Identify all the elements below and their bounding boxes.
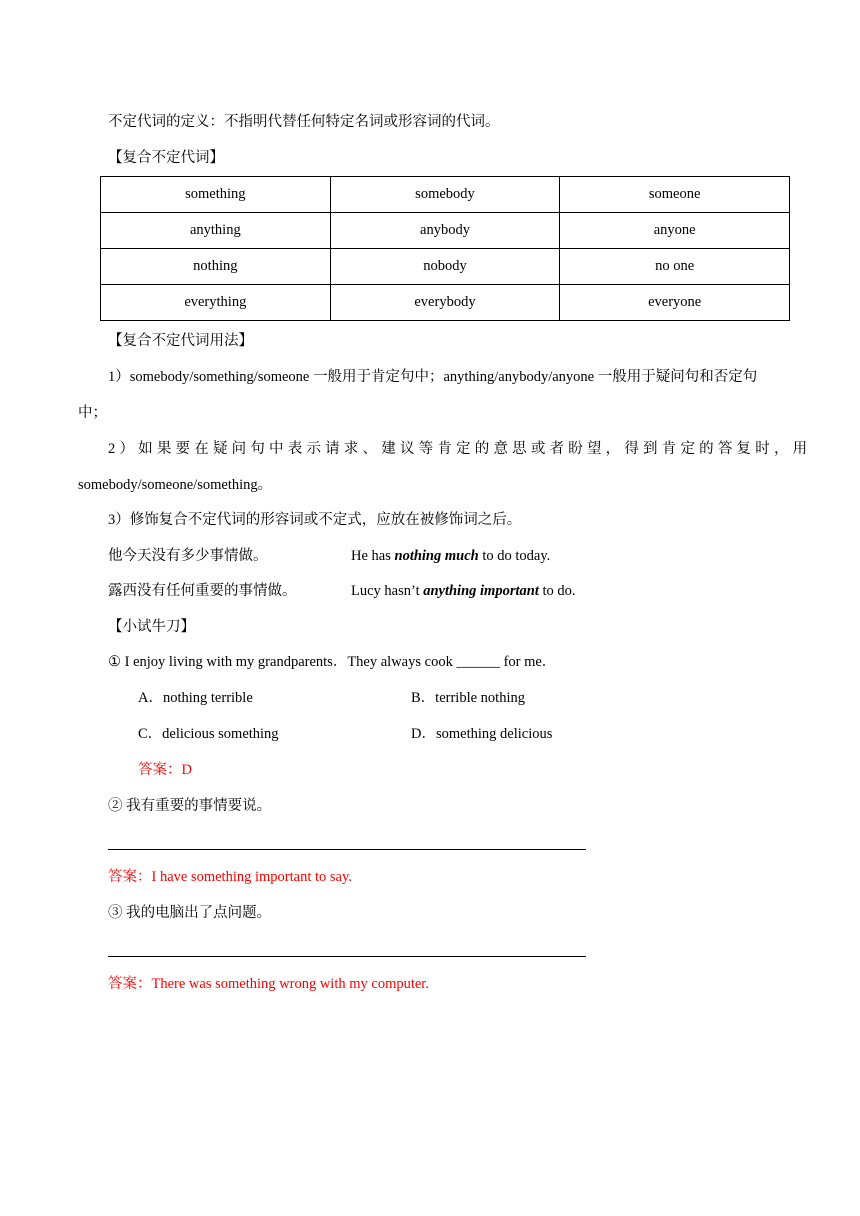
example-1-zh: 他今天没有多少事情做。 xyxy=(108,548,268,564)
usage-rule-1-line-1: 1）somebody/something/someone 一般用于肯定句中；anything/anybody/anyone 一般用于疑问句和否定句 xyxy=(108,369,758,385)
table-cell: everybody xyxy=(330,285,560,321)
usage-rule-2-line-1: 2）如果要在疑问句中表示请求、建议等肯定的意思或者盼望，得到肯定的答复时，用 xyxy=(108,441,812,457)
compound-pronoun-table xyxy=(100,176,790,321)
table-cell: everything xyxy=(101,285,331,321)
table-cell: someone xyxy=(560,177,790,213)
example-2-en-emphasis: anything important xyxy=(423,583,539,599)
question-2-answer: 答案：I have something important to say. xyxy=(108,869,352,885)
table-row xyxy=(101,213,790,249)
usage-rule-2 xyxy=(78,439,812,495)
example-2-en-pre: Lucy hasn’t xyxy=(351,583,424,599)
question-1-stem: ① I enjoy living with my grandparents．They always cook ______ for me． xyxy=(108,654,557,670)
question-1-option-b: B．terrible nothing xyxy=(411,690,525,706)
table-row xyxy=(101,285,790,321)
table-cell: something xyxy=(101,177,331,213)
table-cell: anyone xyxy=(560,213,790,249)
usage-rule-1-line-2: 中； xyxy=(78,405,107,421)
question-1-option-c: C．delicious something xyxy=(138,726,279,742)
table-cell: anybody xyxy=(330,213,560,249)
definition-text: 不定代词的定义：不指明代替任何特定名词或形容词的代词。 xyxy=(108,114,500,130)
example-2-en-post: to do. xyxy=(538,583,576,599)
section-heading-practice: 【小试牛刀】 xyxy=(108,619,195,635)
question-1-option-d: D．something delicious xyxy=(411,726,553,742)
table-cell: somebody xyxy=(330,177,560,213)
example-1-en-pre: He has xyxy=(351,548,395,564)
question-1-option-a: A．nothing terrible xyxy=(138,690,253,706)
section-heading-compound: 【复合不定代词】 xyxy=(108,150,224,166)
question-3-stem: ③ 我的电脑出了点问题。 xyxy=(108,905,272,921)
question-3-answer: 答案：There was something wrong with my computer. xyxy=(108,976,429,992)
example-1-en-post: to do today. xyxy=(478,548,551,564)
example-2-en xyxy=(351,581,576,601)
table-cell: nobody xyxy=(330,249,560,285)
example-2-zh: 露西没有任何重要的事情做。 xyxy=(108,583,297,599)
section-heading-usage: 【复合不定代词用法】 xyxy=(108,333,253,349)
table-cell: everyone xyxy=(560,285,790,321)
usage-rule-3: 3）修饰复合不定代词的形容词或不定式，应放在被修饰词之后。 xyxy=(108,512,522,528)
usage-rule-2-line-2: somebody/someone/something。 xyxy=(78,477,273,493)
question-2-stem: ② 我有重要的事情要说。 xyxy=(108,798,272,814)
question-3-answer-blank xyxy=(108,956,586,957)
table-cell: nothing xyxy=(101,249,331,285)
table-cell: no one xyxy=(560,249,790,285)
example-1-en xyxy=(351,546,550,566)
question-2-answer-blank xyxy=(108,849,586,850)
example-1-en-emphasis: nothing much xyxy=(394,548,479,564)
table-row xyxy=(101,177,790,213)
table-row xyxy=(101,249,790,285)
table-cell: anything xyxy=(101,213,331,249)
question-1-answer: 答案：D xyxy=(138,762,192,778)
